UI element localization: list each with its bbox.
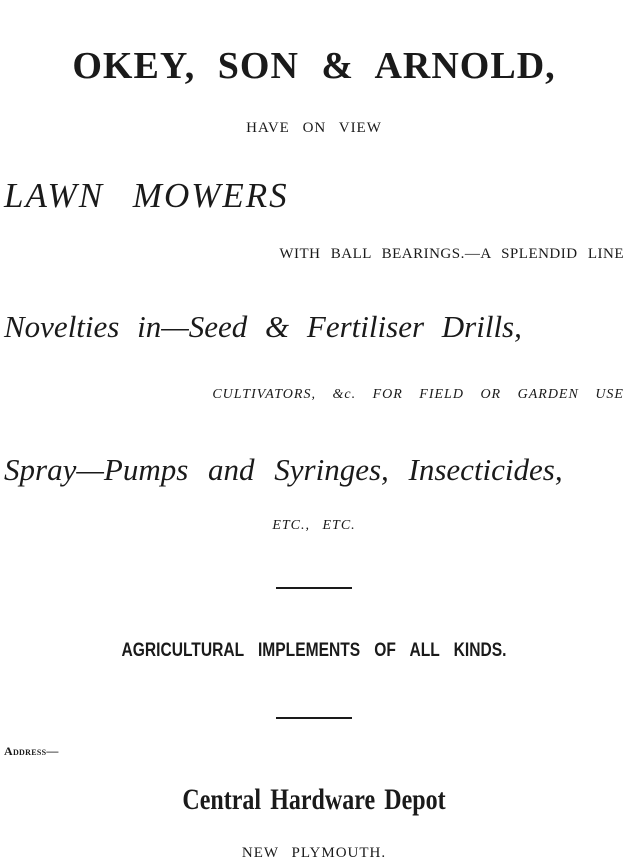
intro-text: HAVE ON VIEW xyxy=(246,120,382,136)
etc-text: ETC., ETC. xyxy=(272,518,356,533)
ball-bearings-text: WITH BALL BEARINGS.—A SPLENDID LINE xyxy=(279,246,624,262)
spray-pumps-heading: Spray—Pumps and Syringes, Insecticides, xyxy=(4,452,563,487)
firm-name-heading: OKEY, SON & ARNOLD, xyxy=(72,45,556,87)
address-label: Address— xyxy=(4,744,59,758)
cultivators-text: CULTIVATORS, &c. FOR FIELD OR GARDEN USE xyxy=(212,387,624,402)
divider-rule xyxy=(276,587,352,589)
implements-heading: AGRICULTURAL IMPLEMENTS OF ALL KINDS. xyxy=(121,640,507,661)
novelties-heading: Novelties in—Seed & Fertiliser Drills, xyxy=(4,309,522,344)
depot-name: Central Hardware Depot xyxy=(182,783,446,816)
divider-rule xyxy=(276,717,352,719)
town-name: NEW PLYMOUTH. xyxy=(241,845,387,861)
lawn-mowers-heading: LAWN MOWERS xyxy=(4,176,289,215)
